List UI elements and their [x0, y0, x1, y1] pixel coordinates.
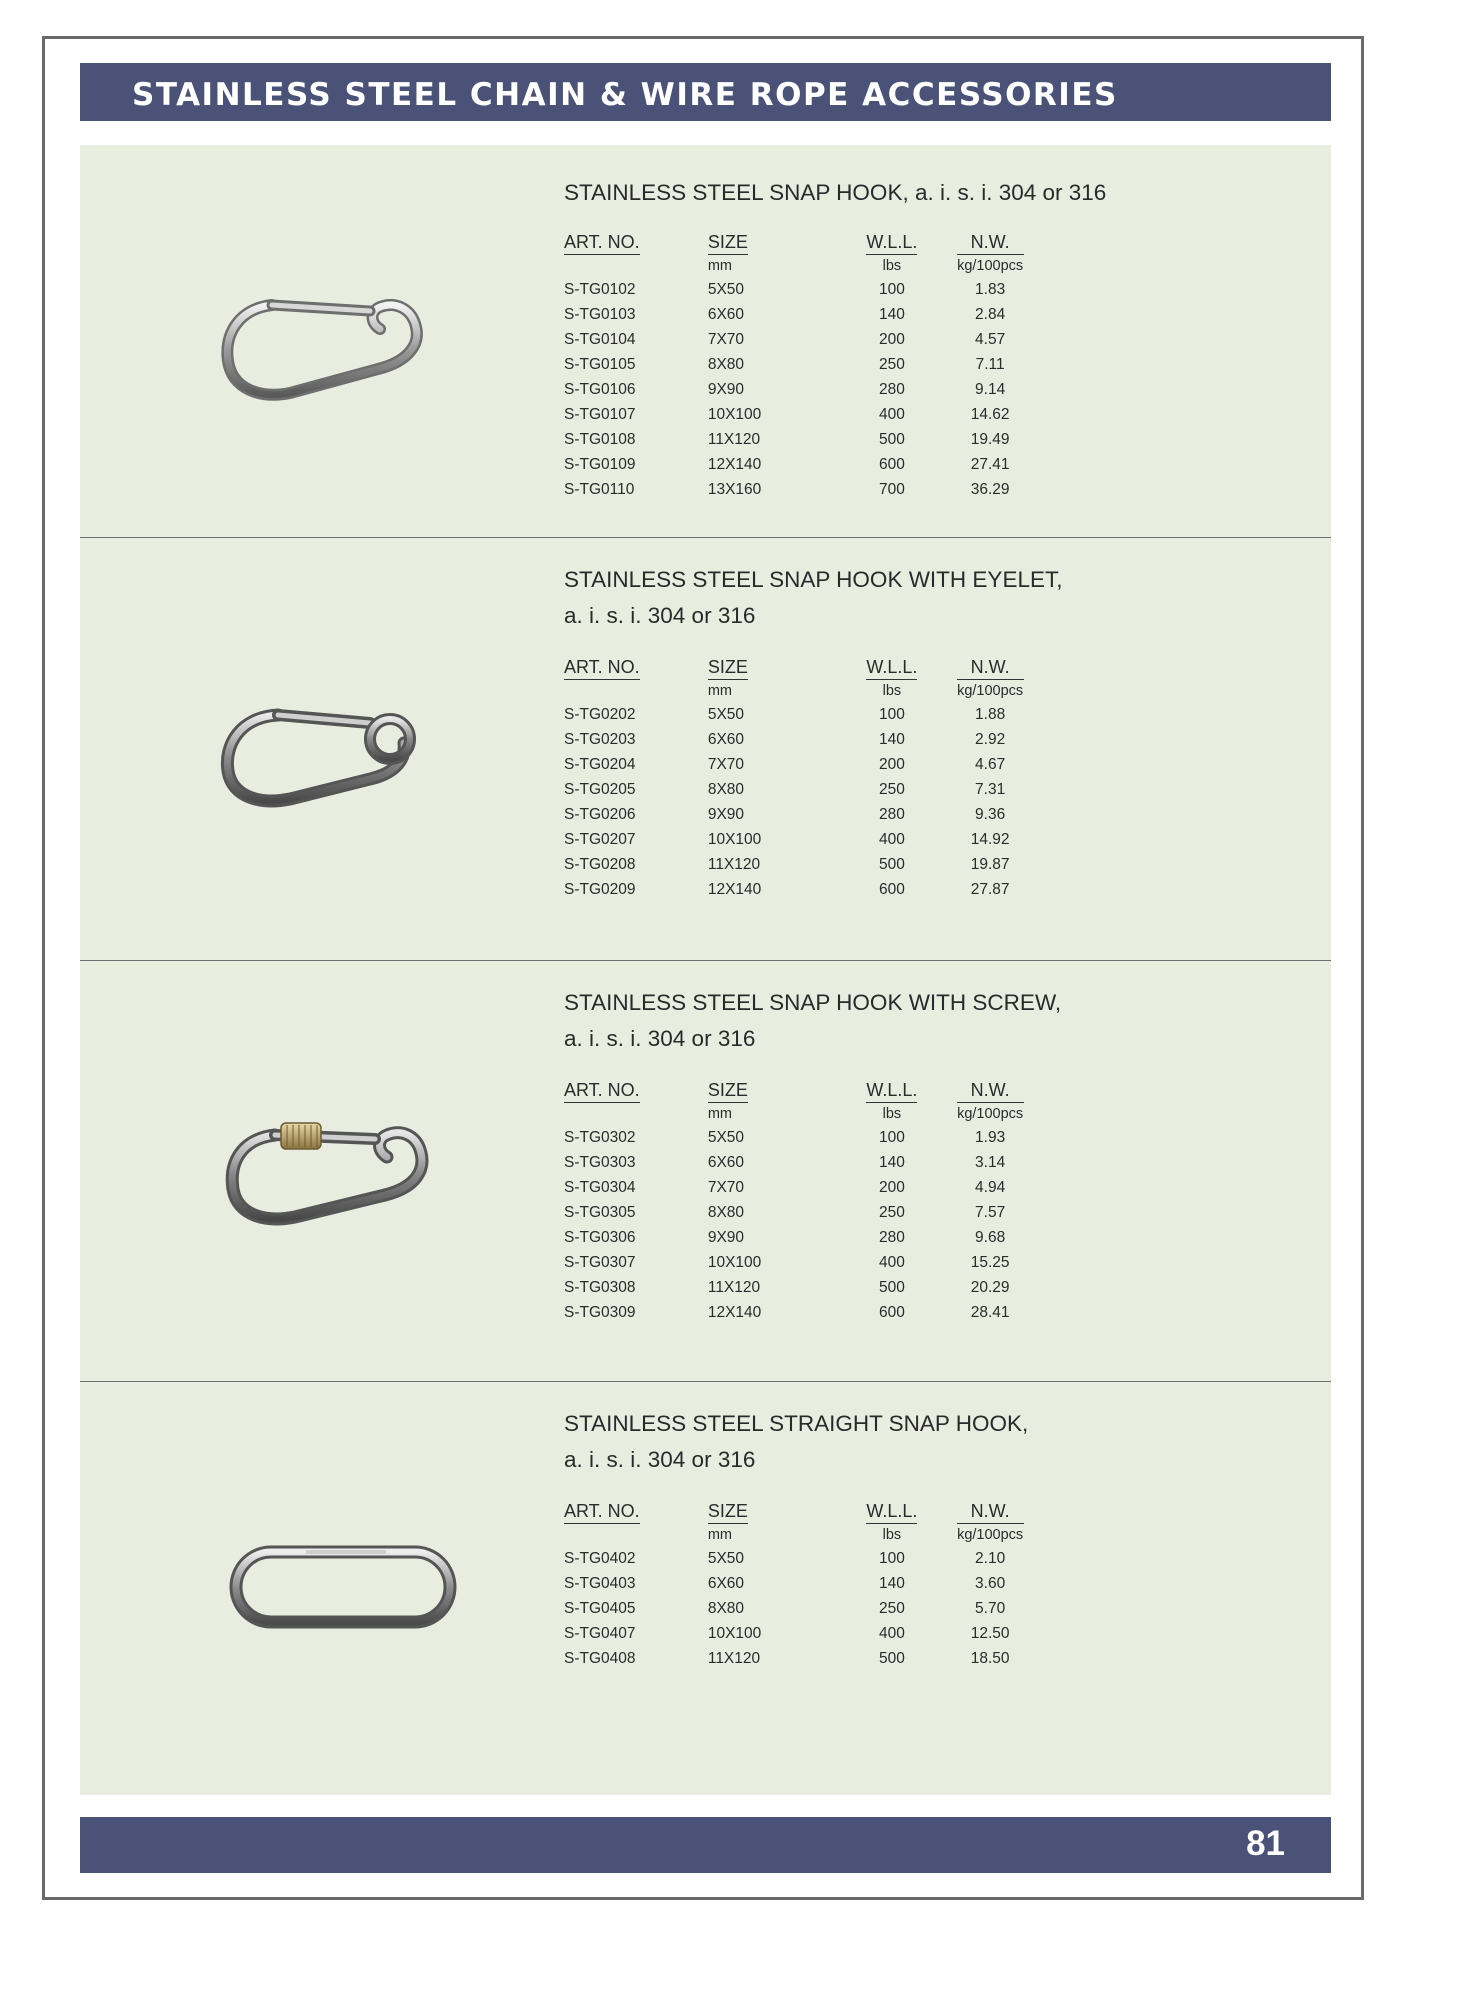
- table-row: S-TG0202 5X50 100 1.88: [564, 705, 1006, 723]
- col-size: SIZE: [708, 1079, 838, 1103]
- product-title-line1: STAINLESS STEEL STRAIGHT SNAP HOOK,: [564, 1411, 1029, 1436]
- col-wll: W.L.L.: [838, 231, 947, 255]
- table-row: S-TG0402 5X50 100 2.10: [564, 1549, 1006, 1567]
- col-art-no: ART. NO.: [564, 1500, 708, 1524]
- footer-bar: [80, 1817, 1331, 1873]
- table-row: S-TG0110 13X160 700 36.29: [564, 480, 1010, 498]
- spec-table: [564, 656, 1034, 902]
- table-row: S-TG0203 6X60 140 2.92: [564, 730, 1006, 748]
- col-nw: N.W.: [946, 231, 1034, 255]
- col-art-no: ART. NO.: [564, 231, 708, 255]
- table-row: S-TG0305 8X80 250 7.57: [564, 1203, 1006, 1221]
- section-snap-hook: [80, 145, 1331, 538]
- table-row: S-TG0205 8X80 250 7.31: [564, 780, 1006, 798]
- table-row: S-TG0109 12X140 600 27.41: [564, 455, 1010, 473]
- table-row: S-TG0106 9X90 280 9.14: [564, 380, 1006, 398]
- unit-wll: lbs: [882, 1527, 902, 1543]
- spec-table: [564, 231, 1034, 502]
- table-row: S-TG0108 11X120 500 19.49: [564, 430, 1010, 448]
- table-row: S-TG0105 8X80 250 7.11: [564, 355, 1005, 373]
- table-row: S-TG0307 10X100 400 15.25: [564, 1253, 1010, 1271]
- table-row: S-TG0306 9X90 280 9.68: [564, 1228, 1006, 1246]
- unit-size: mm: [707, 1527, 733, 1543]
- product-title-line2: a. i. s. i. 304 or 316: [564, 603, 756, 628]
- table-row: S-TG0206 9X90 280 9.36: [564, 805, 1006, 823]
- page-title: STAINLESS STEEL CHAIN & WIRE ROPE ACCESSORIES: [132, 77, 1118, 113]
- col-wll: W.L.L.: [838, 1079, 947, 1103]
- product-title-line1: STAINLESS STEEL SNAP HOOK WITH EYELET,: [564, 567, 1063, 592]
- table-row: S-TG0104 7X70 200 4.57: [564, 330, 1006, 348]
- product-title: [564, 1406, 1028, 1478]
- col-size: SIZE: [708, 656, 838, 680]
- col-nw: N.W.: [946, 656, 1034, 680]
- product-title-line2: a. i. s. i. 304 or 316: [564, 1447, 756, 1472]
- straight-snap-hook-image: [228, 1542, 458, 1632]
- col-art-no: ART. NO.: [564, 656, 708, 680]
- section-snap-hook-screw: [80, 961, 1331, 1382]
- table-row: S-TG0303 6X60 140 3.14: [564, 1153, 1006, 1171]
- table-row: S-TG0207 10X100 400 14.92: [564, 830, 1010, 848]
- col-nw: N.W.: [946, 1079, 1034, 1103]
- product-title: [564, 985, 1061, 1057]
- table-row: S-TG0107 10X100 400 14.62: [564, 405, 1010, 423]
- col-nw: N.W.: [946, 1500, 1034, 1524]
- table-row: S-TG0102 5X50 100 1.83: [564, 280, 1006, 298]
- table-row: S-TG0308 11X120 500 20.29: [564, 1278, 1010, 1296]
- spec-table: [564, 1079, 1034, 1325]
- spec-table: [564, 1500, 1034, 1671]
- table-row: S-TG0209 12X140 600 27.87: [564, 880, 1010, 898]
- unit-wll: lbs: [882, 683, 902, 699]
- unit-nw: kg/100pcs: [957, 258, 1024, 274]
- unit-wll: lbs: [882, 1106, 902, 1122]
- table-row: S-TG0407 10X100 400 12.50: [564, 1624, 1010, 1642]
- col-wll: W.L.L.: [838, 1500, 947, 1524]
- product-title-line1: STAINLESS STEEL SNAP HOOK WITH SCREW,: [564, 990, 1062, 1015]
- table-row: S-TG0405 8X80 250 5.70: [564, 1599, 1006, 1617]
- unit-size: mm: [707, 258, 733, 274]
- unit-nw: kg/100pcs: [957, 683, 1024, 699]
- table-row: S-TG0302 5X50 100 1.93: [564, 1128, 1006, 1146]
- page-number: 81: [1246, 1824, 1285, 1863]
- unit-size: mm: [707, 683, 733, 699]
- table-row: S-TG0304 7X70 200 4.94: [564, 1178, 1006, 1196]
- unit-size: mm: [707, 1106, 733, 1122]
- header-bar: [80, 63, 1331, 121]
- table-row: S-TG0408 11X120 500 18.50: [564, 1649, 1010, 1667]
- snap-hook-image: [220, 295, 430, 405]
- col-art-no: ART. NO.: [564, 1079, 708, 1103]
- product-title: [564, 562, 1062, 634]
- section-straight-snap-hook: [80, 1382, 1331, 1795]
- table-row: S-TG0403 6X60 140 3.60: [564, 1574, 1006, 1592]
- section-snap-hook-eyelet: [80, 538, 1331, 961]
- unit-nw: kg/100pcs: [957, 1106, 1024, 1122]
- col-size: SIZE: [708, 231, 838, 255]
- product-title-line1: STAINLESS STEEL SNAP HOOK, a. i. s. i. 304 or 316: [564, 180, 1107, 205]
- col-size: SIZE: [708, 1500, 838, 1524]
- table-row: S-TG0103 6X60 140 2.84: [564, 305, 1006, 323]
- table-row: S-TG0309 12X140 600 28.41: [564, 1303, 1010, 1321]
- table-row: S-TG0208 11X120 500 19.87: [564, 855, 1010, 873]
- catalog-content: [80, 145, 1331, 1795]
- snap-hook-eyelet-image: [220, 703, 430, 813]
- unit-nw: kg/100pcs: [957, 1527, 1024, 1543]
- table-row: S-TG0204 7X70 200 4.67: [564, 755, 1006, 773]
- col-wll: W.L.L.: [838, 656, 947, 680]
- snap-hook-screw-image: [225, 1121, 435, 1231]
- product-title-line2: a. i. s. i. 304 or 316: [564, 1026, 756, 1051]
- unit-wll: lbs: [882, 258, 902, 274]
- product-title: [564, 175, 1106, 211]
